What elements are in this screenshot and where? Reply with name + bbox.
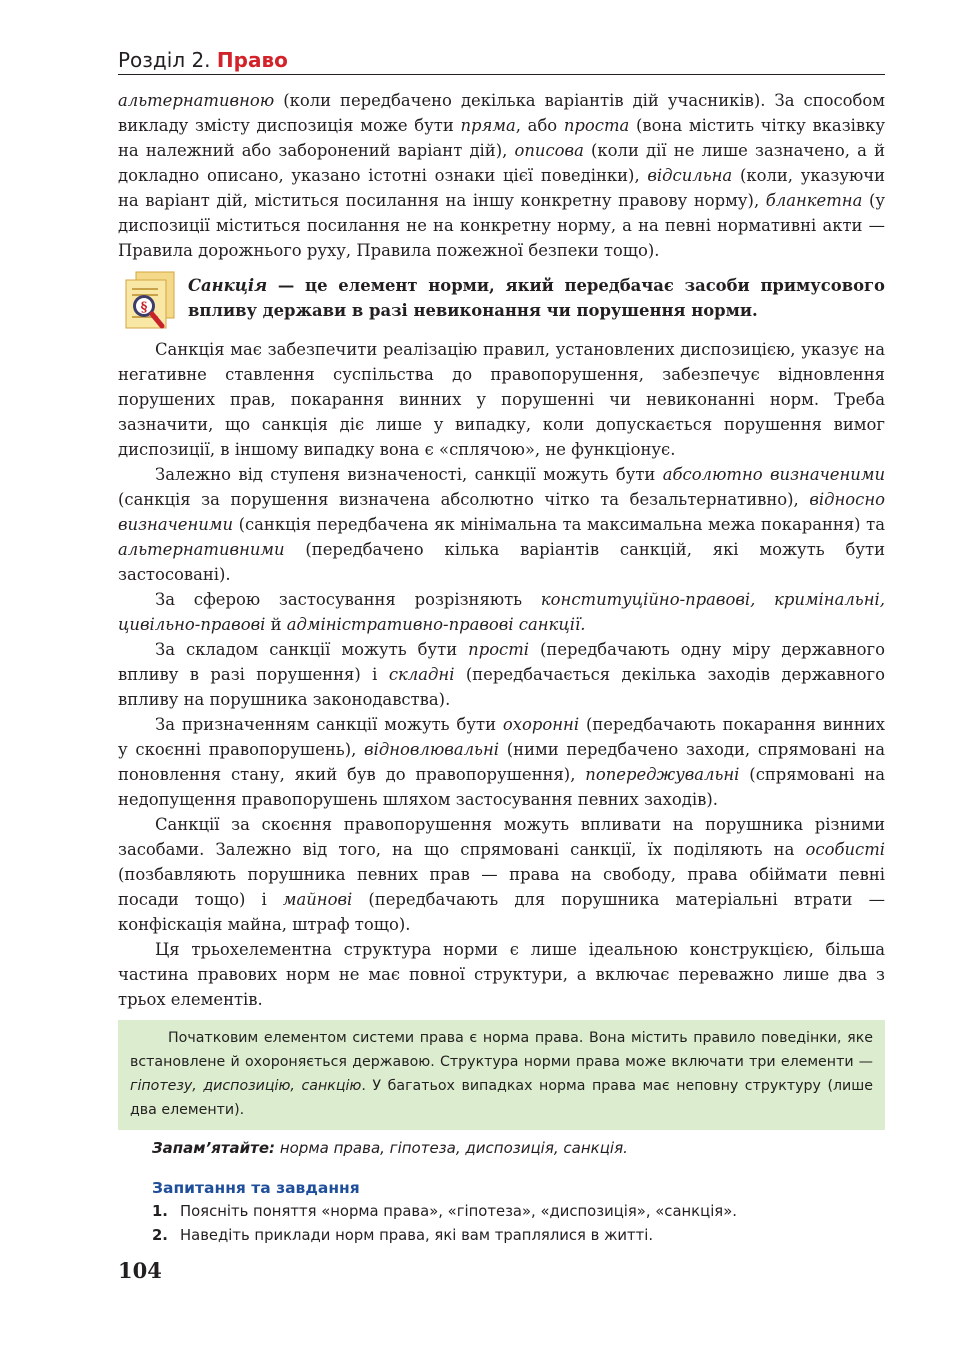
- paragraph-sanction-sphere: За сферою застосування розрізняють конституційно-правові, кримінальні, цивільно-правові й адміністративно-правові санкції.: [118, 590, 885, 634]
- definition-text: Санкція — це елемент норми, який передбачає засоби примусового впливу держави в разі невиконання чи порушення норми.: [188, 276, 885, 320]
- question-item: 1. Поясніть поняття «норма права», «гіпотеза», «диспозиція», «санкція».: [152, 1203, 737, 1220]
- paragraph-sanction-purpose-types: За призначенням санкції можуть бути охоронні (передбачають покарання винних у скоєнні правопорушень), відновлювальні (ними передбачено заходи, спрямовані на поновлення стану, який був до правопорушення), попереджувальні (спрямовані на недопущення правопорушень шляхом застосування певних заходів).: [118, 715, 886, 809]
- paragraph-sanction-purpose: Санкція має забезпечити реалізацію правил, установлених диспозицією, указує на негативне ставлення суспільства до правопорушення, забезпечує відновлення порушених прав, покарання винних у порушенні чи невиконанні норм. Треба зазначити, що санкція діє лише у випадку, коли допускається порушення вимог диспозиції, в іншому випадку вона є «сплячою», не функціонує.: [118, 340, 885, 459]
- remember-terms: норма права, гіпотеза, диспозиція, санкція.: [275, 1139, 628, 1157]
- summary-box: [118, 1020, 885, 1130]
- page-number: 104: [118, 1258, 162, 1283]
- remember-line: [152, 1136, 882, 1160]
- question-item: 2. Наведіть приклади норм права, які вам траплялися в житті.: [152, 1227, 654, 1244]
- svg-text:§: §: [140, 300, 148, 315]
- section-label: Розділ 2.: [118, 48, 217, 72]
- paragraph-disposition-types: альтернативною (коли передбачено декілька варіантів дій учасників). За способом викладу змісту диспозиція може бути пряма, або проста (вона містить чітку вказівку на належний або заборонений варіант дій), описова (коли дії не лише зазначено, а й докладно описано, указано істотні ознаки цієї поведінки), відсильна (коли, указуючи на варіант дій, міститься посилання на іншу конкретну правову норму), бланкетна (у диспозиції міститься посилання не на конкретну норму, а на певні нормативні акти — Правила дорожнього руху, Правила пожежної безпеки тощо).: [118, 91, 885, 260]
- remember-label: Запам’ятайте:: [152, 1139, 276, 1157]
- paragraph-sanction-means: Санкції за скоєння правопорушення можуть впливати на порушника різними засобами. Залежно від того, на що спрямовані санкції, їх поділяють на особисті (позбавляють порушника певних прав — права на свободу, права обіймати певні посади тощо) і майнові (передбачають для порушника матеріальні втрати — конфіскація майна, штраф тощо).: [118, 815, 885, 934]
- paragraph-sanction-composition: За складом санкції можуть бути прості (передбачають одну міру державного впливу в разі порушення) і складні (передбачається декілька заходів державного впливу на порушника законодавства).: [118, 640, 885, 709]
- definition-term: Санкція: [188, 276, 268, 295]
- law-document-icon: [118, 270, 180, 332]
- section-title: Право: [216, 48, 288, 72]
- paragraph-structure-conclusion: Ця трьохелементна структура норми є лише ідеальною конструкцією, більша частина правових норм не має повної структури, а включає переважно лише два з трьох елементів.: [118, 940, 885, 1009]
- definition-block: [118, 270, 885, 334]
- main-text: [118, 337, 885, 1012]
- summary-text: Початковим елементом системи права є норма права. Вона містить правило поведінки, яке встановлене й охороняється державою. Структура норми права може включати три елементи — гіпотезу, диспозицію, санкцію. У багатьох випадках норма права має неповну структуру (лише два елементи).: [130, 1030, 873, 1118]
- questions-title: Запитання та завдання: [152, 1179, 360, 1197]
- questions-list: [152, 1200, 882, 1248]
- page-header: [118, 46, 885, 75]
- paragraph-sanction-certainty: Залежно від ступеня визначеності, санкції можуть бути абсолютно визначеними (санкція за порушення визначена абсолютно чітко та безальтернативно), відносно визначеними (санкція передбачена як мінімальна та максимальна межа покарання) та альтернативними (передбачено кілька варіантів санкцій, які можуть бути застосовані).: [118, 465, 886, 584]
